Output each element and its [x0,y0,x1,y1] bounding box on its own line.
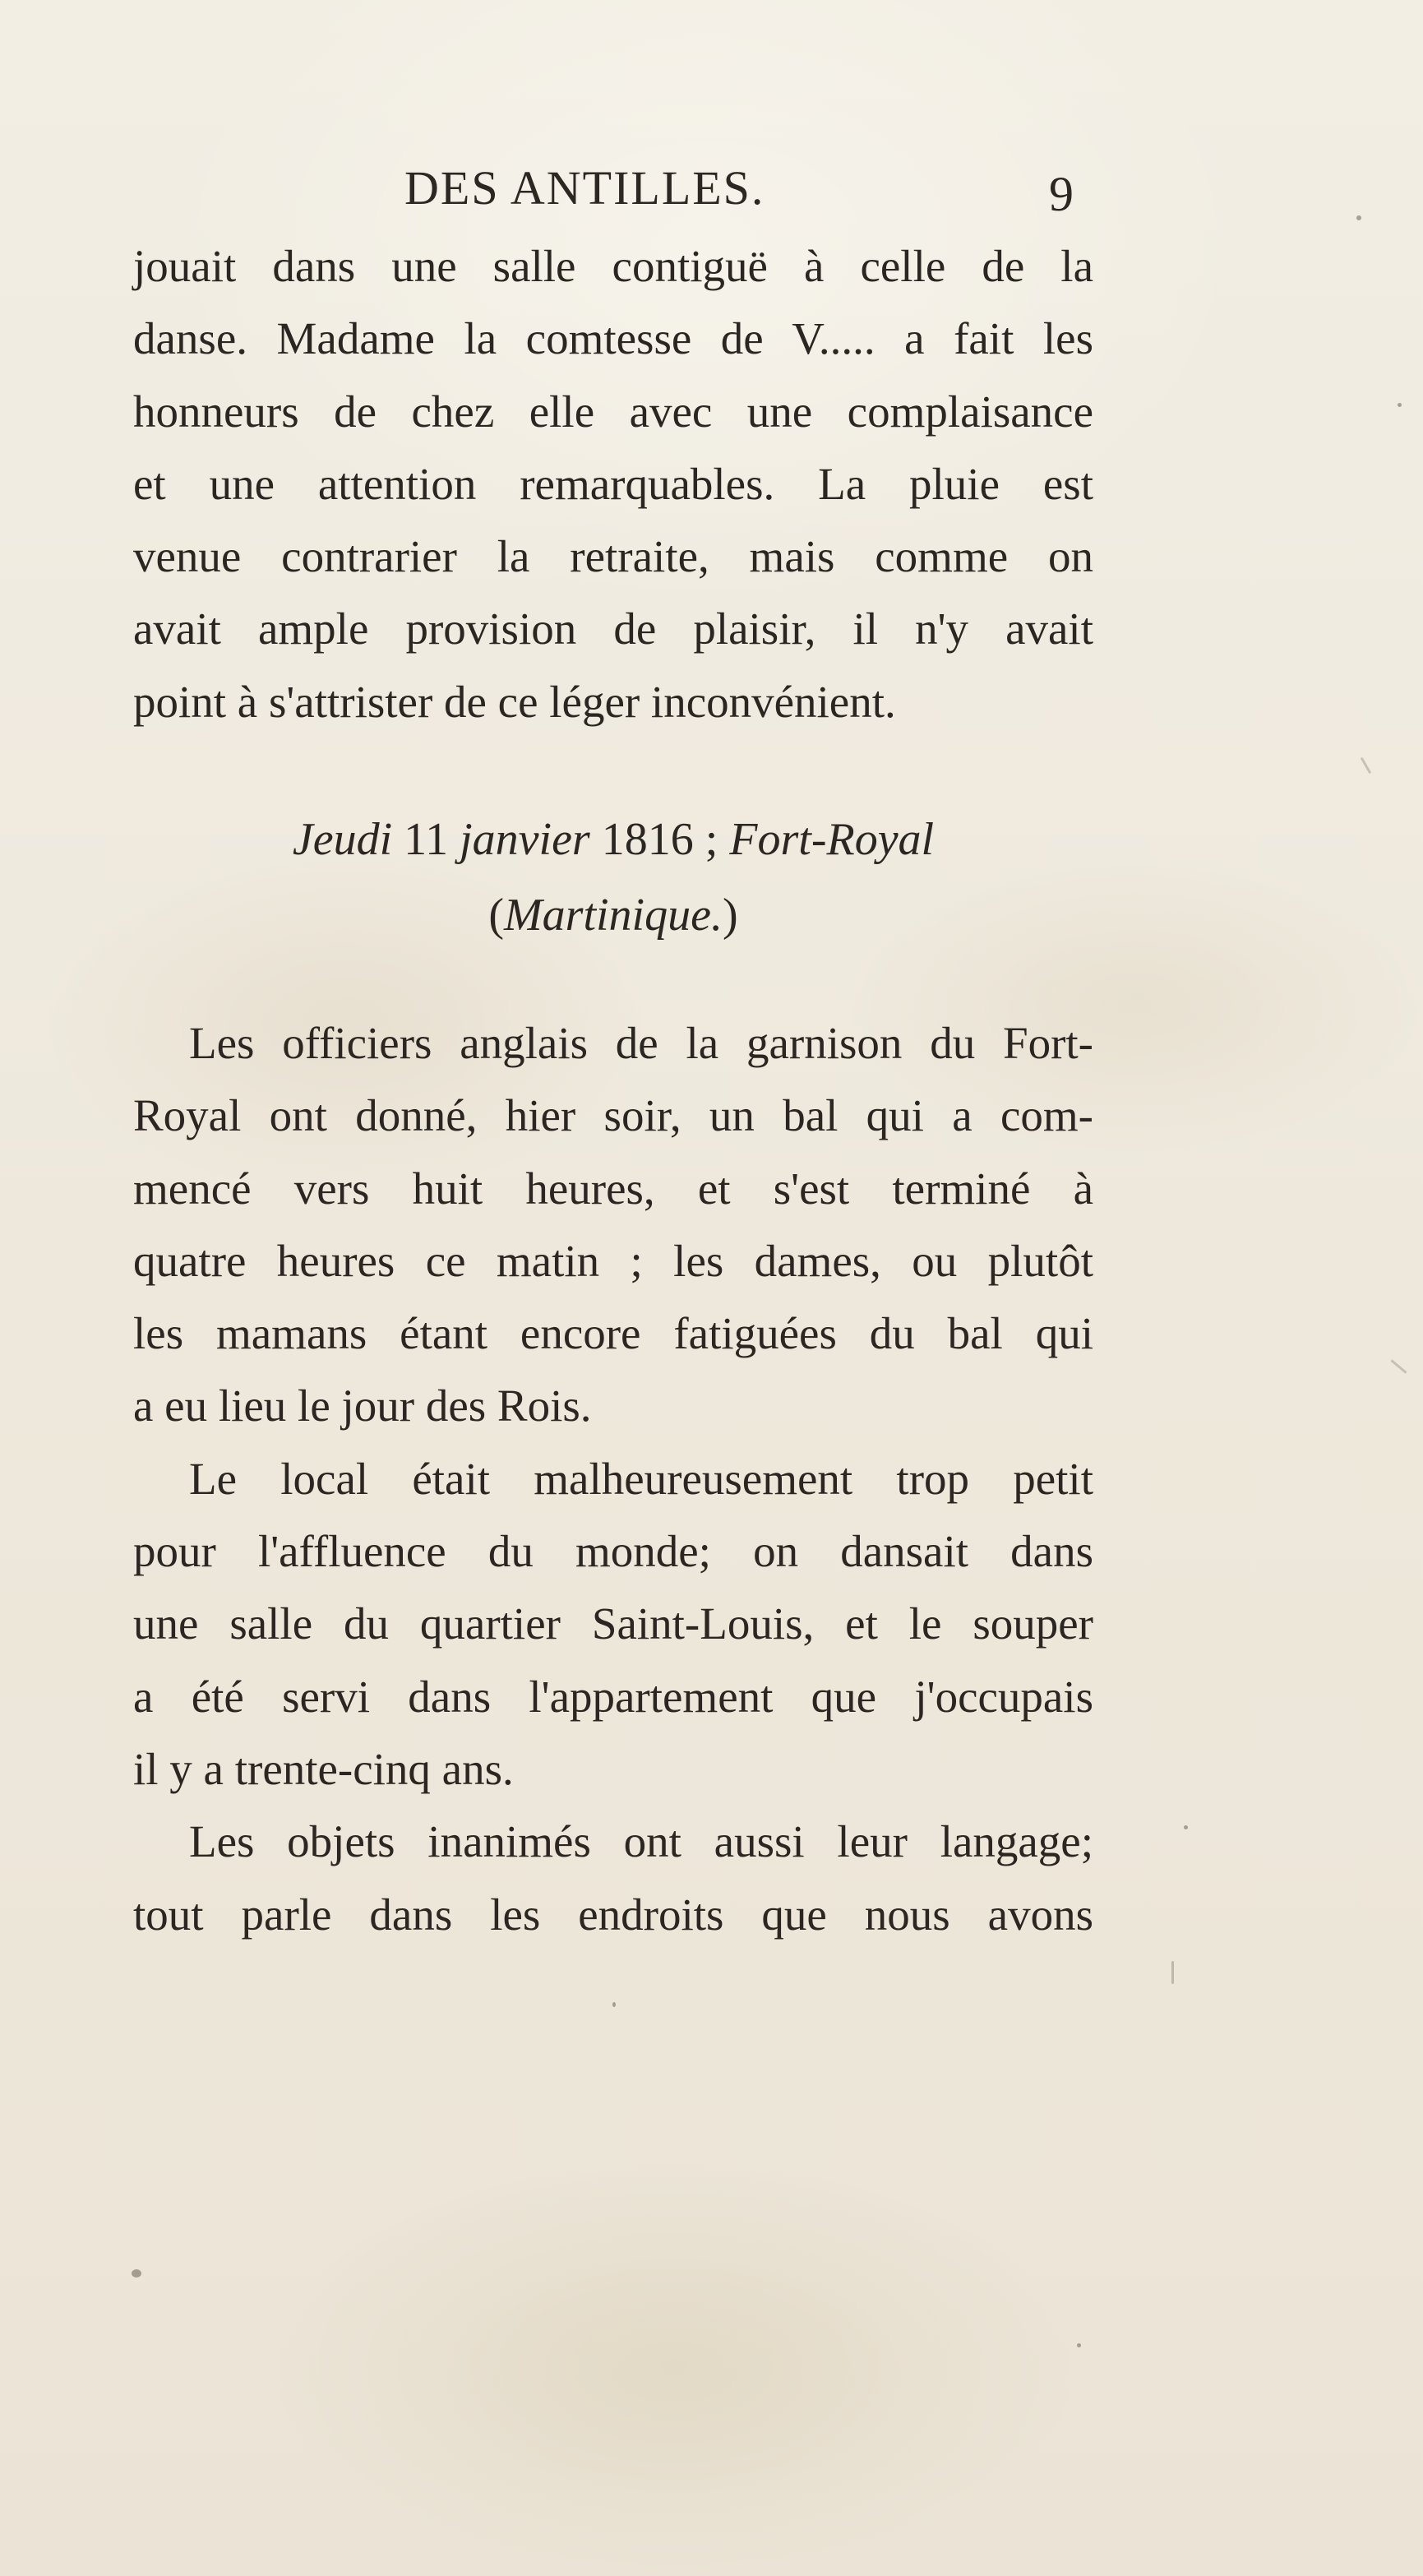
text-line: et une attention remarquables. La pluie est [133,458,1093,509]
text-line: a eu lieu le jour des Rois. [133,1380,592,1431]
paper-speck [612,2002,616,2007]
text-line: Les officiers anglais de la garnison du Fort- [189,1018,1093,1068]
text-line: danse. Madame la comtesse de V..... a fait les [133,313,1093,364]
text-line: quatre heures ce matin ; les dames, ou plutôt [133,1235,1093,1286]
text-line: jouait dans une salle contiguë à celle de la [133,241,1093,291]
text-line: avait ample provision de plaisir, il n'y avait [133,604,1093,654]
dateline-second-line [133,877,1093,953]
text-line: Royal ont donné, hier soir, un bal qui a com- [133,1090,1093,1141]
paper-speck [1077,2343,1081,2347]
dateline-date-number: 11 [404,814,449,865]
paper-speck [132,2269,141,2278]
text-line: honneurs de chez elle avec une complaisance [133,386,1093,437]
text-line: Le local était malheureusement trop petit [189,1453,1093,1504]
dateline-first-line [133,802,1093,877]
text-line: mencé vers huit heures, et s'est terminé à [133,1163,1093,1214]
dateline-region: Martinique. [504,890,723,941]
dateline-open-paren: ( [488,890,504,941]
paper-speck [1184,1825,1188,1829]
paper-speck [1356,215,1361,220]
text-line: une salle du quartier Saint-Louis, et le souper [133,1598,1093,1649]
running-head: DES ANTILLES. [404,161,765,215]
paragraph-continuation [133,230,1093,738]
dateline-close-paren: ) [722,890,738,941]
dateline-day: Jeudi [292,814,393,865]
page-number: 9 [1049,167,1074,221]
text-line: point à s'attrister de ce léger inconvénient. [133,676,896,727]
dateline-month: janvier [460,814,590,865]
text-line: Les objets inanimés ont aussi leur langage; [189,1816,1093,1867]
dateline-place: Fort-Royal [729,814,935,865]
dateline-year: 1816 ; [601,814,718,865]
paragraph-group [133,1007,1093,1951]
text-line: venue contrarier la retraite, mais comme on [133,531,1093,582]
paper-speck [1398,403,1402,407]
dateline-heading [133,802,1093,953]
text-line: a été servi dans l'appartement que j'occupais [133,1671,1093,1722]
paper-speck [1390,1359,1407,1374]
text-line: pour l'affluence du monde; on dansait dans [133,1526,1093,1577]
paper-speck [1361,757,1372,775]
text-line: les mamans étant encore fatiguées du bal qui [133,1308,1093,1359]
text-line: il y a trente-cinq ans. [133,1743,514,1794]
paper-speck [1171,1961,1174,1984]
text-line: tout parle dans les endroits que nous avons [133,1889,1093,1940]
